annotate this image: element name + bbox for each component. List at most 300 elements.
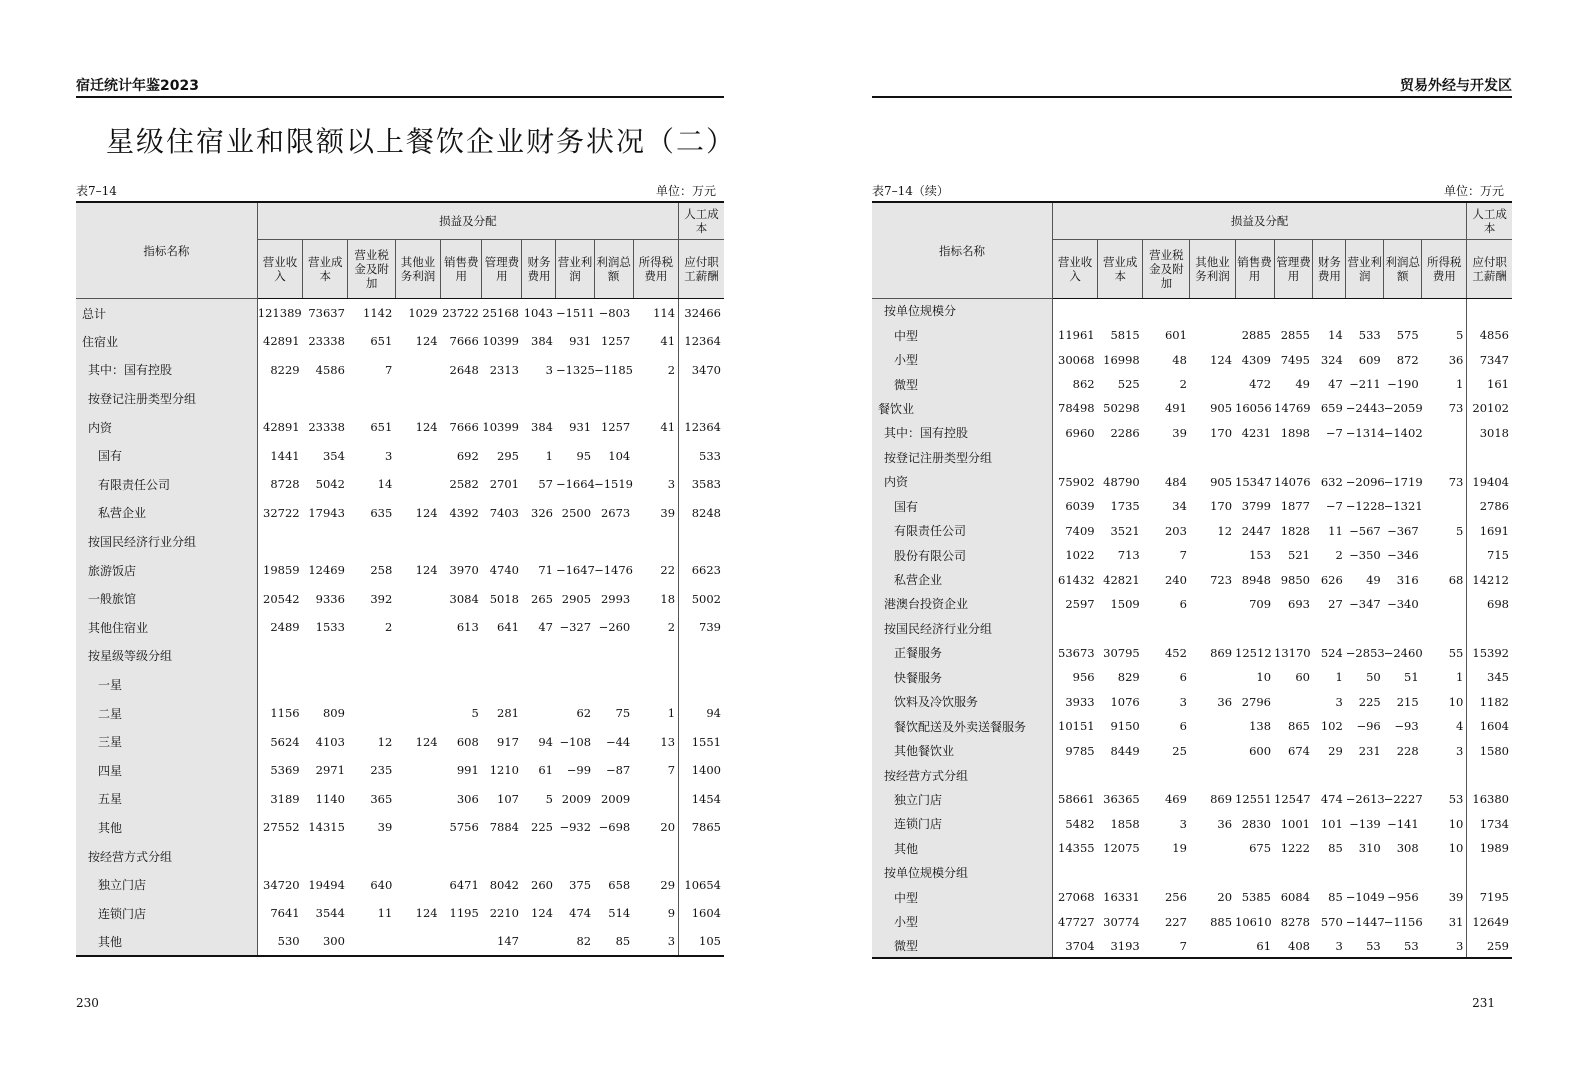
header-col: 利润总额	[594, 240, 633, 299]
table-meta	[872, 183, 1512, 199]
table-cell	[395, 470, 440, 499]
table-cell: −99	[566, 763, 592, 778]
table-cell: 11	[1328, 523, 1343, 538]
table-cell	[1190, 714, 1235, 738]
table-cell: 862	[1072, 377, 1095, 392]
table-cell: 20102	[1467, 396, 1512, 420]
table-cell: 20	[660, 820, 676, 835]
table-cell: 50	[1366, 670, 1381, 685]
table-cell	[1190, 299, 1235, 323]
table-cell: 42891	[263, 420, 300, 435]
table-cell: 51	[1404, 670, 1419, 685]
table-cell: 36	[1217, 816, 1233, 831]
table-cell: 3189	[270, 791, 300, 806]
table-cell: 640	[370, 877, 393, 892]
table-body	[872, 299, 1512, 959]
table-cell: 240	[1164, 572, 1187, 587]
table-cell: 7666	[449, 334, 479, 349]
table-cell: 11	[377, 906, 393, 921]
table-cell: 5	[545, 791, 553, 806]
table-cell	[1190, 738, 1235, 762]
table-cell: 3	[1179, 694, 1187, 709]
table-cell	[1190, 763, 1235, 787]
table-cell: 23338	[308, 334, 345, 349]
table-cell: 1898	[1280, 425, 1310, 440]
table-cell: 3	[1456, 743, 1464, 758]
table-cell: 27	[1328, 596, 1343, 611]
table-cell	[257, 642, 302, 671]
row-label: 其他餐饮业	[872, 738, 1053, 762]
table-cell: 533	[1358, 328, 1381, 343]
table-cell: 7865	[679, 813, 724, 842]
header-col: 营业利润	[1346, 240, 1384, 299]
table-cell: 659	[1320, 401, 1343, 416]
table-cell: 3	[545, 362, 553, 377]
table-cell: 23338	[308, 420, 345, 435]
table-cell: 956	[1072, 670, 1095, 685]
table-cell	[1098, 763, 1143, 787]
table-cell	[1274, 861, 1313, 885]
table-cell: 3470	[679, 356, 724, 385]
page-number: 231	[1472, 996, 1495, 1010]
table-row	[872, 616, 1512, 640]
table-cell: −567	[1349, 523, 1381, 538]
table-cell: 675	[1249, 841, 1272, 856]
table-cell: 32722	[263, 505, 300, 520]
table-cell	[1346, 616, 1384, 640]
right-page	[790, 0, 1587, 1077]
table-cell	[482, 842, 522, 871]
table-cell	[482, 384, 522, 413]
row-label: 一般旅馆	[76, 584, 257, 613]
table-cell: 16331	[1103, 890, 1140, 905]
row-label: 独立门店	[872, 787, 1053, 811]
table-cell: 48	[1172, 352, 1187, 367]
table-cell: 723	[1210, 572, 1233, 587]
table-cell: 60	[1295, 670, 1310, 685]
table-cell: 10610	[1235, 914, 1272, 929]
header-col: 管理费用	[482, 240, 522, 299]
table-cell: 408	[1288, 938, 1310, 953]
table-cell: 104	[608, 448, 631, 463]
table-cell: 19494	[308, 877, 345, 892]
table-cell: 2597	[1065, 596, 1095, 611]
table-cell: 601	[1164, 328, 1187, 343]
table-cell: 345	[1467, 665, 1512, 689]
table-cell: 2673	[600, 505, 631, 520]
table-cell	[594, 384, 633, 413]
table-cell: 5	[1456, 328, 1464, 343]
unit-label: 单位：万元	[655, 184, 716, 198]
row-label: 中型	[872, 885, 1053, 909]
table-cell: 4740	[489, 563, 519, 578]
table-cell: 2	[1179, 377, 1187, 392]
table-cell	[395, 842, 440, 871]
table-cell: 82	[576, 934, 592, 949]
table-cell: 107	[497, 791, 519, 806]
table-cell: 1604	[1467, 714, 1512, 738]
table-cell: 8948	[1241, 572, 1272, 587]
table-cell: 2971	[315, 763, 345, 778]
table-cell: 2	[1335, 548, 1343, 563]
table-cell: 829	[1117, 670, 1140, 685]
table-cell	[633, 441, 678, 470]
table-cell: 521	[1288, 548, 1310, 563]
table-cell	[303, 842, 348, 871]
table-row	[76, 527, 724, 556]
table-cell: 905	[1210, 401, 1233, 416]
table-cell: 203	[1164, 523, 1187, 538]
table-cell: −2443	[1345, 401, 1385, 416]
table-cell: 75902	[1058, 474, 1095, 489]
table-cell	[1467, 763, 1512, 787]
header-col: 营业税金及附加	[1143, 240, 1190, 299]
table-cell	[633, 527, 678, 556]
table-row	[872, 543, 1512, 567]
table-cell: 641	[497, 620, 519, 635]
table-cell: 12547	[1274, 792, 1311, 807]
row-label: 小型	[872, 909, 1053, 933]
table-cell: −139	[1349, 816, 1381, 831]
table-row	[872, 518, 1512, 542]
table-cell: 1022	[1065, 548, 1095, 563]
table-cell: 533	[679, 441, 724, 470]
header-col: 应付职工薪酬	[679, 240, 724, 299]
table-row	[872, 690, 1512, 714]
table-cell: 5756	[449, 820, 479, 835]
row-label: 有限责任公司	[872, 518, 1053, 542]
table-cell: 5018	[489, 591, 519, 606]
table-cell: 16056	[1235, 401, 1272, 416]
table-cell: 62	[576, 706, 592, 721]
table-cell: 354	[322, 448, 345, 463]
table-cell	[395, 699, 440, 728]
header-col: 营业成本	[303, 240, 348, 299]
table-cell: 2	[384, 620, 393, 635]
table-cell	[1190, 616, 1235, 640]
table-cell: 474	[569, 906, 592, 921]
table-cell	[1053, 445, 1098, 469]
table-cell: 19859	[263, 563, 300, 578]
table-cell: 5815	[1110, 328, 1140, 343]
table-cell	[1235, 445, 1274, 469]
row-label: 独立门店	[76, 870, 257, 899]
header-col: 所得税费用	[633, 240, 678, 299]
table-cell	[482, 527, 522, 556]
table-cell: 13	[660, 734, 676, 749]
table-cell: 310	[1358, 841, 1381, 856]
running-head: 宿迁统计年鉴2023	[76, 76, 724, 98]
row-label: 四星	[76, 756, 257, 785]
row-label: 住宿业	[76, 327, 257, 356]
table-cell	[1053, 763, 1098, 787]
table-cell: 7	[1179, 938, 1187, 953]
table-cell	[1422, 592, 1467, 616]
table-cell: 6623	[679, 556, 724, 585]
table-cell	[1190, 592, 1235, 616]
table-cell	[441, 928, 482, 957]
table-cell	[441, 384, 482, 413]
table-row	[872, 909, 1512, 933]
table-cell	[395, 756, 440, 785]
table-cell	[1190, 665, 1235, 689]
table-row	[872, 763, 1512, 787]
table-row	[76, 670, 724, 699]
row-label: 旅游饭店	[76, 556, 257, 585]
table-cell: 2447	[1241, 523, 1272, 538]
table-cell	[257, 842, 302, 871]
header-name-col: 指标名称	[76, 202, 257, 299]
table-cell: 1734	[1467, 812, 1512, 836]
table-cell: 2796	[1241, 694, 1272, 709]
table-cell	[1384, 616, 1422, 640]
table-cell: 7	[384, 362, 393, 377]
table-cell: 36	[1448, 352, 1464, 367]
table-cell: 7641	[270, 906, 300, 921]
table-cell: 324	[1320, 352, 1343, 367]
table-cell: 2009	[561, 791, 592, 806]
table-cell: 39	[1448, 890, 1464, 905]
table-cell: 1210	[489, 763, 519, 778]
table-cell: 39	[660, 505, 676, 520]
table-cell	[348, 527, 395, 556]
table-cell: −141	[1387, 816, 1419, 831]
table-cell	[1235, 616, 1274, 640]
table-cell: 1076	[1110, 694, 1140, 709]
table-cell: 5624	[270, 734, 300, 749]
table-row	[872, 836, 1512, 860]
table-cell: 306	[456, 791, 479, 806]
table-cell: 41	[660, 420, 676, 435]
table-cell: 68	[1448, 572, 1464, 587]
table-cell	[1190, 934, 1235, 958]
table-cell: 931	[569, 420, 592, 435]
table-cell	[522, 928, 556, 957]
table-cell	[395, 384, 440, 413]
table-cell: 105	[679, 928, 724, 957]
table-cell	[1422, 616, 1467, 640]
table-cell: −2096	[1345, 474, 1385, 489]
table-cell: 384	[531, 420, 553, 435]
table-cell	[348, 699, 395, 728]
table-cell	[1313, 616, 1346, 640]
table-cell	[1274, 299, 1313, 323]
table-row	[76, 299, 724, 328]
page-number: 230	[76, 996, 99, 1010]
header-col: 管理费用	[1274, 240, 1313, 299]
table-cell: 25168	[482, 306, 519, 321]
header-col: 所得税费用	[1422, 240, 1467, 299]
header-name-col: 指标名称	[872, 202, 1053, 299]
table-cell	[395, 928, 440, 957]
table-cell: 124	[415, 734, 438, 749]
row-label: 其他	[76, 928, 257, 957]
header-col: 利润总额	[1384, 240, 1422, 299]
table-row	[872, 396, 1512, 420]
table-cell	[1346, 445, 1384, 469]
statistics-table	[76, 201, 724, 957]
table-cell: 31	[1448, 914, 1464, 929]
table-cell: 12469	[308, 563, 345, 578]
table-cell: 872	[1396, 352, 1419, 367]
header-col: 财务费用	[1313, 240, 1346, 299]
table-cell: 260	[531, 877, 553, 892]
table-cell: 1	[667, 706, 676, 721]
table-cell: 30795	[1103, 645, 1140, 660]
table-cell: 12512	[1235, 645, 1272, 660]
table-cell: 2489	[270, 620, 300, 635]
table-cell: 2786	[1467, 494, 1512, 518]
table-cell: 14769	[1274, 401, 1311, 416]
table-cell: 1	[1335, 670, 1343, 685]
table-cell: 452	[1164, 645, 1187, 660]
table-cell	[257, 670, 302, 699]
header-col: 营业收入	[257, 240, 302, 299]
table-cell: 3	[1179, 816, 1187, 831]
table-cell: −1228	[1345, 499, 1385, 514]
table-cell: 27068	[1058, 890, 1095, 905]
table-cell: 41	[660, 334, 676, 349]
table-cell: 47727	[1058, 914, 1095, 929]
table-cell: 11961	[1058, 328, 1095, 343]
table-cell	[1098, 861, 1143, 885]
table-cell: 78498	[1058, 401, 1095, 416]
table-cell	[1190, 323, 1235, 347]
table-cell: −108	[559, 734, 592, 749]
table-cell: 1828	[1280, 523, 1310, 538]
table-cell: 674	[1288, 743, 1310, 758]
table-cell: 2500	[561, 505, 592, 520]
table-cell: 2830	[1241, 816, 1272, 831]
table-cell: 316	[1396, 572, 1419, 587]
header-col: 营业成本	[1098, 240, 1143, 299]
table-cell	[1384, 763, 1422, 787]
header-cost-group: 人工成本	[1467, 202, 1512, 240]
table-cell	[522, 642, 556, 671]
table-cell: 124	[415, 563, 438, 578]
header-group: 损益及分配	[257, 202, 678, 240]
table-cell: 71	[538, 563, 553, 578]
table-cell	[441, 670, 482, 699]
table-cell: 10	[1256, 670, 1272, 685]
header-col: 应付职工薪酬	[1467, 240, 1512, 299]
table-cell	[679, 670, 724, 699]
table-cell	[1143, 616, 1190, 640]
table-cell	[594, 527, 633, 556]
table-row	[872, 861, 1512, 885]
table-cell: 49	[1295, 377, 1310, 392]
table-row	[872, 738, 1512, 762]
row-label: 五星	[76, 785, 257, 814]
table-cell: 5385	[1241, 890, 1272, 905]
row-label: 按单位规模分	[872, 299, 1053, 323]
table-cell: −1321	[1383, 499, 1423, 514]
table-cell: 709	[1249, 596, 1272, 611]
table-cell: 1257	[600, 420, 631, 435]
table-cell: 85	[1328, 841, 1343, 856]
table-cell	[1422, 763, 1467, 787]
table-cell: 231	[1358, 743, 1381, 758]
table-cell	[556, 527, 594, 556]
table-cell: 1604	[679, 899, 724, 928]
table-cell: 9850	[1280, 572, 1310, 587]
table-cell: 5042	[315, 477, 345, 492]
table-cell: 469	[1164, 792, 1187, 807]
table-cell: 170	[1210, 425, 1233, 440]
table-row	[76, 327, 724, 356]
table-cell: 34720	[263, 877, 300, 892]
table-cell: 3799	[1241, 499, 1272, 514]
table-cell: 3933	[1065, 694, 1095, 709]
row-label: 快餐服务	[872, 665, 1053, 689]
table-cell: 228	[1396, 743, 1419, 758]
row-label: 私营企业	[76, 499, 257, 528]
table-cell: 809	[322, 706, 345, 721]
table-cell: 384	[531, 334, 553, 349]
table-cell: 4309	[1241, 352, 1272, 367]
row-label: 一星	[76, 670, 257, 699]
table-cell: 10	[1448, 694, 1464, 709]
table-row	[76, 441, 724, 470]
table-cell: 16380	[1467, 787, 1512, 811]
left-page	[0, 0, 790, 1077]
table-cell	[1422, 543, 1467, 567]
table-row	[76, 756, 724, 785]
table-cell: 3	[384, 448, 393, 463]
table-cell: 7195	[1467, 885, 1512, 909]
table-cell	[1346, 861, 1384, 885]
table-cell: 651	[370, 420, 393, 435]
table-cell: 5369	[270, 763, 300, 778]
row-label: 其他	[76, 813, 257, 842]
table-cell: 524	[1320, 645, 1343, 660]
table-cell: 281	[497, 706, 519, 721]
table-cell: 53	[1366, 938, 1381, 953]
table-cell	[1053, 299, 1098, 323]
table-cell: 14212	[1467, 567, 1512, 591]
table-cell	[348, 842, 395, 871]
table-cell: −350	[1349, 548, 1381, 563]
table-cell: 2	[667, 362, 676, 377]
table-cell: 3	[667, 477, 676, 492]
table-cell: 7666	[449, 420, 479, 435]
table-cell: 8278	[1280, 914, 1310, 929]
table-row	[76, 785, 724, 814]
table-cell: 50298	[1103, 401, 1140, 416]
table-cell	[348, 928, 395, 957]
table-cell	[1143, 445, 1190, 469]
table-cell: 73	[1448, 474, 1464, 489]
table-cell: 1156	[270, 706, 300, 721]
table-cell: 375	[569, 877, 592, 892]
table-cell: 73637	[308, 306, 345, 321]
table-cell: 6039	[1065, 499, 1095, 514]
table-cell: 235	[370, 763, 393, 778]
row-label: 按国民经济行业分组	[872, 616, 1053, 640]
table-cell: 47	[1328, 377, 1343, 392]
running-head: 贸易外经与开发区	[872, 76, 1512, 98]
table-cell: 2	[667, 620, 676, 635]
table-cell: 12364	[679, 413, 724, 442]
row-label: 内资	[872, 470, 1053, 494]
table-cell: 2993	[600, 591, 631, 606]
table-cell: −1511	[555, 306, 595, 321]
table-cell: 8728	[270, 477, 300, 492]
table-cell: 6960	[1065, 425, 1095, 440]
table-cell	[395, 584, 440, 613]
table-cell: −1325	[555, 362, 595, 377]
table-cell: 2855	[1280, 328, 1310, 343]
